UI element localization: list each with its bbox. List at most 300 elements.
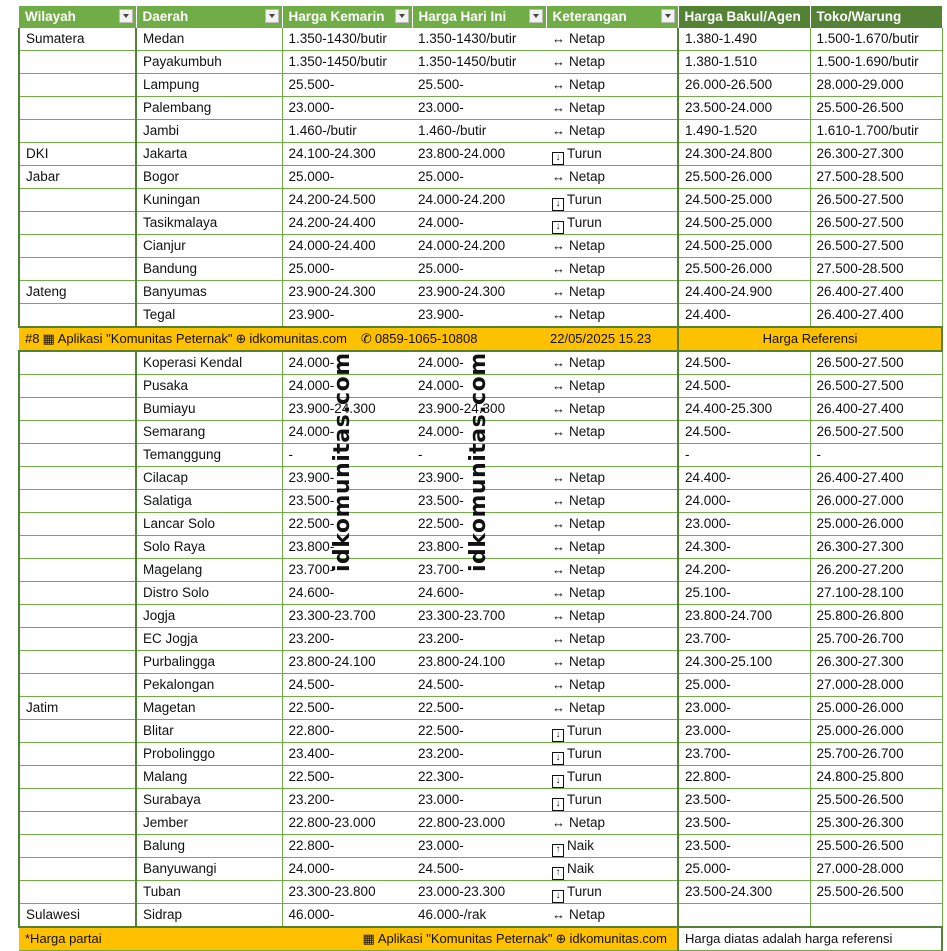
filter-dropdown-icon[interactable]	[661, 9, 675, 23]
footer-note-right: Harga diatas adalah harga referensi	[678, 927, 942, 951]
harga-bakul-cell: 24.000-	[678, 490, 810, 513]
harga-bakul-cell: 23.000-	[678, 513, 810, 536]
left-right-arrow-icon: ↔	[552, 378, 565, 393]
toko-warung-cell: 25.500-26.500	[810, 835, 942, 858]
harga-hari-ini-cell: 24.600-	[412, 582, 546, 605]
filter-dropdown-icon[interactable]	[529, 9, 543, 23]
table-row	[19, 858, 942, 881]
harga-hari-ini-cell: 46.000-/rak	[412, 904, 546, 928]
harga-hari-ini-cell: 23.500-	[412, 490, 546, 513]
wilayah-cell	[19, 258, 136, 281]
wilayah-cell: Jateng	[19, 281, 136, 304]
harga-kemarin-cell: 23.900-	[282, 304, 412, 328]
daerah-cell: Jambi	[136, 120, 282, 143]
status-cell	[546, 582, 678, 605]
daerah-cell: Bogor	[136, 166, 282, 189]
down-arrow-icon: ↓	[552, 221, 564, 234]
daerah-cell: Bandung	[136, 258, 282, 281]
header-wilayah[interactable]: Wilayah	[19, 6, 136, 28]
banner-datetime: 22/05/2025 15.23	[546, 327, 678, 351]
table-row	[19, 605, 942, 628]
table-row	[19, 789, 942, 812]
table-row	[19, 881, 942, 904]
down-arrow-icon: ↓	[552, 198, 564, 211]
status-label: Netap	[569, 562, 606, 577]
harga-hari-ini-cell: 22.500-	[412, 513, 546, 536]
daerah-cell: Banyuwangi	[136, 858, 282, 881]
harga-bakul-cell: 23.500-	[678, 835, 810, 858]
status-label: Netap	[569, 284, 606, 299]
header-toko-warung: Toko/Warung	[810, 6, 942, 28]
harga-kemarin-cell: 24.100-24.300	[282, 143, 412, 166]
toko-warung-cell: 25.500-26.500	[810, 881, 942, 904]
left-right-arrow-icon: ↔	[552, 700, 565, 715]
toko-warung-cell: 27.500-28.500	[810, 258, 942, 281]
wilayah-cell	[19, 858, 136, 881]
harga-hari-ini-cell: 23.900-	[412, 467, 546, 490]
filter-dropdown-icon[interactable]	[265, 9, 279, 23]
daerah-cell: Magelang	[136, 559, 282, 582]
harga-bakul-cell: 24.400-24.900	[678, 281, 810, 304]
status-cell	[546, 766, 678, 789]
wilayah-cell	[19, 582, 136, 605]
daerah-cell: Kuningan	[136, 189, 282, 212]
header-harga-bakul: Harga Bakul/Agen	[678, 6, 810, 28]
status-cell	[546, 212, 678, 235]
toko-warung-cell: 24.800-25.800	[810, 766, 942, 789]
harga-bakul-cell: 24.500-	[678, 375, 810, 398]
harga-hari-ini-cell: 23.900-24.300	[412, 398, 546, 421]
status-label: Netap	[569, 238, 606, 253]
toko-warung-cell: 25.500-26.500	[810, 789, 942, 812]
harga-kemarin-cell: 22.500-	[282, 766, 412, 789]
status-cell	[546, 351, 678, 375]
header-harga-hari-ini[interactable]: Harga Hari Ini	[412, 6, 546, 28]
table-row	[19, 189, 942, 212]
daerah-cell: Tegal	[136, 304, 282, 328]
status-label: Netap	[569, 815, 606, 830]
status-label: Netap	[569, 700, 606, 715]
wilayah-cell	[19, 628, 136, 651]
daerah-cell: Temanggung	[136, 444, 282, 467]
daerah-cell: Semarang	[136, 421, 282, 444]
toko-warung-cell	[810, 904, 942, 928]
table-row	[19, 697, 942, 720]
harga-hari-ini-cell: 24.000-	[412, 212, 546, 235]
toko-warung-cell: 26.400-27.400	[810, 304, 942, 328]
harga-bakul-cell: 1.490-1.520	[678, 120, 810, 143]
status-cell	[546, 28, 678, 51]
status-cell	[546, 51, 678, 74]
toko-warung-cell: 26.500-27.500	[810, 212, 942, 235]
wilayah-cell	[19, 743, 136, 766]
harga-hari-ini-cell: 23.800-	[412, 536, 546, 559]
status-label: Netap	[569, 169, 606, 184]
filter-dropdown-icon[interactable]	[119, 9, 133, 23]
wilayah-cell	[19, 605, 136, 628]
harga-hari-ini-cell: 23.900-24.300	[412, 281, 546, 304]
calculator-icon: ▦	[42, 331, 55, 346]
calculator-icon: ▦	[362, 931, 375, 946]
status-cell	[546, 444, 678, 467]
table-row	[19, 720, 942, 743]
left-right-arrow-icon: ↔	[552, 238, 565, 253]
daerah-cell: EC Jogja	[136, 628, 282, 651]
status-cell	[546, 281, 678, 304]
harga-bakul-cell: 23.500-	[678, 789, 810, 812]
harga-bakul-cell: 24.300-25.100	[678, 651, 810, 674]
wilayah-cell	[19, 212, 136, 235]
down-arrow-icon: ↓	[552, 775, 564, 788]
status-cell	[546, 143, 678, 166]
header-daerah[interactable]: Daerah	[136, 6, 282, 28]
harga-bakul-cell: 1.380-1.510	[678, 51, 810, 74]
daerah-cell: Surabaya	[136, 789, 282, 812]
daerah-cell: Cianjur	[136, 235, 282, 258]
left-right-arrow-icon: ↔	[552, 677, 565, 692]
header-row	[19, 6, 942, 28]
harga-kemarin-cell: 23.900-24.300	[282, 281, 412, 304]
harga-hari-ini-cell: 23.300-23.700	[412, 605, 546, 628]
wilayah-cell	[19, 120, 136, 143]
status-label: Netap	[569, 585, 606, 600]
daerah-cell: Banyumas	[136, 281, 282, 304]
harga-bakul-cell: -	[678, 444, 810, 467]
status-label: Netap	[569, 355, 606, 370]
status-label: Netap	[569, 261, 606, 276]
daerah-cell: Palembang	[136, 97, 282, 120]
harga-hari-ini-cell: 23.800-24.100	[412, 651, 546, 674]
wilayah-cell	[19, 74, 136, 97]
daerah-cell: Salatiga	[136, 490, 282, 513]
harga-hari-ini-cell: 23.000-	[412, 97, 546, 120]
wilayah-cell	[19, 789, 136, 812]
table-row	[19, 628, 942, 651]
harga-kemarin-cell: 22.800-	[282, 720, 412, 743]
status-cell	[546, 789, 678, 812]
status-cell	[546, 375, 678, 398]
harga-bakul-cell: 23.000-	[678, 697, 810, 720]
harga-bakul-cell: 24.500-	[678, 421, 810, 444]
status-label: Turun	[567, 145, 602, 161]
harga-kemarin-cell: 46.000-	[282, 904, 412, 928]
left-right-arrow-icon: ↔	[552, 562, 565, 577]
toko-warung-cell: 27.100-28.100	[810, 582, 942, 605]
harga-hari-ini-cell: 22.500-	[412, 720, 546, 743]
table-row	[19, 97, 942, 120]
wilayah-cell: Jatim	[19, 697, 136, 720]
harga-hari-ini-cell: 23.000-23.300	[412, 881, 546, 904]
down-arrow-icon: ↓	[552, 798, 564, 811]
left-right-arrow-icon: ↔	[552, 261, 565, 276]
harga-kemarin-cell: 22.500-	[282, 697, 412, 720]
wilayah-cell	[19, 351, 136, 375]
left-right-arrow-icon: ↔	[552, 516, 565, 531]
harga-kemarin-cell: 1.460-/butir	[282, 120, 412, 143]
wilayah-cell: Jabar	[19, 166, 136, 189]
left-right-arrow-icon: ↔	[552, 77, 565, 92]
status-label: Netap	[569, 77, 606, 92]
status-cell	[546, 743, 678, 766]
harga-kemarin-cell: 22.500-	[282, 513, 412, 536]
harga-kemarin-cell: 23.200-	[282, 628, 412, 651]
daerah-cell: Blitar	[136, 720, 282, 743]
watermark-text: idkomunitas.com	[330, 352, 355, 572]
harga-bakul-cell: 23.500-24.000	[678, 97, 810, 120]
wilayah-cell: Sumatera	[19, 28, 136, 51]
harga-bakul-cell: 26.000-26.500	[678, 74, 810, 97]
status-cell	[546, 858, 678, 881]
daerah-cell: Bumiayu	[136, 398, 282, 421]
daerah-cell: Pekalongan	[136, 674, 282, 697]
table-row	[19, 235, 942, 258]
toko-warung-cell: 25.500-26.500	[810, 97, 942, 120]
harga-kemarin-cell: 22.800-23.000	[282, 812, 412, 835]
wilayah-cell	[19, 51, 136, 74]
toko-warung-cell: 26.400-27.400	[810, 467, 942, 490]
down-arrow-icon: ↓	[552, 890, 564, 903]
harga-bakul-cell: 25.500-26.000	[678, 258, 810, 281]
status-cell	[546, 559, 678, 582]
harga-kemarin-cell: 25.500-	[282, 74, 412, 97]
toko-warung-cell: 26.200-27.200	[810, 559, 942, 582]
harga-kemarin-cell: 24.500-	[282, 674, 412, 697]
harga-hari-ini-cell: 25.000-	[412, 166, 546, 189]
toko-warung-cell: 26.300-27.300	[810, 536, 942, 559]
toko-warung-cell: 27.500-28.500	[810, 166, 942, 189]
wilayah-cell	[19, 651, 136, 674]
harga-kemarin-cell: 24.000-	[282, 351, 412, 375]
harga-bakul-cell: 23.700-	[678, 743, 810, 766]
footer-row	[19, 927, 942, 951]
status-cell	[546, 97, 678, 120]
daerah-cell: Jakarta	[136, 143, 282, 166]
toko-warung-cell: 1.500-1.690/butir	[810, 51, 942, 74]
left-right-arrow-icon: ↔	[552, 585, 565, 600]
toko-warung-cell: 25.000-26.000	[810, 720, 942, 743]
harga-kemarin-cell: 22.800-	[282, 835, 412, 858]
banner-reference-label: Harga Referensi	[678, 327, 942, 351]
status-cell	[546, 120, 678, 143]
left-right-arrow-icon: ↔	[552, 123, 565, 138]
status-cell	[546, 398, 678, 421]
wilayah-cell	[19, 559, 136, 582]
toko-warung-cell: 26.000-27.000	[810, 490, 942, 513]
status-label: Netap	[569, 54, 606, 69]
harga-hari-ini-cell: 23.800-24.000	[412, 143, 546, 166]
status-label: Netap	[569, 123, 606, 138]
harga-bakul-cell: 23.700-	[678, 628, 810, 651]
harga-kemarin-cell: 24.000-	[282, 858, 412, 881]
harga-kemarin-cell: 23.300-23.700	[282, 605, 412, 628]
left-right-arrow-icon: ↔	[552, 424, 565, 439]
header-harga-kemarin[interactable]: Harga Kemarin	[282, 6, 412, 28]
status-cell	[546, 421, 678, 444]
status-label: Netap	[569, 631, 606, 646]
harga-kemarin-cell: 23.000-	[282, 97, 412, 120]
watermark-text: idkomunitas.com	[466, 352, 491, 572]
harga-bakul-cell: 24.500-25.000	[678, 212, 810, 235]
toko-warung-cell: 26.400-27.400	[810, 281, 942, 304]
harga-hari-ini-cell: 23.200-	[412, 628, 546, 651]
status-cell	[546, 235, 678, 258]
harga-hari-ini-cell: 24.000-24.200	[412, 189, 546, 212]
toko-warung-cell: 27.000-28.000	[810, 674, 942, 697]
harga-kemarin-cell: 23.800-24.100	[282, 651, 412, 674]
status-cell	[546, 513, 678, 536]
status-cell	[546, 304, 678, 328]
up-arrow-icon: ↑	[552, 844, 564, 857]
daerah-cell: Malang	[136, 766, 282, 789]
status-cell	[546, 467, 678, 490]
harga-hari-ini-cell: 24.500-	[412, 858, 546, 881]
harga-kemarin-cell: 23.900-24.300	[282, 398, 412, 421]
table-row	[19, 835, 942, 858]
daerah-cell: Koperasi Kendal	[136, 351, 282, 375]
status-label: Netap	[569, 100, 606, 115]
status-label: Turun	[567, 722, 602, 738]
wilayah-cell	[19, 97, 136, 120]
harga-hari-ini-cell: 24.000-	[412, 421, 546, 444]
harga-bakul-cell: 24.500-25.000	[678, 235, 810, 258]
harga-kemarin-cell: 24.200-24.500	[282, 189, 412, 212]
status-label: Netap	[569, 401, 606, 416]
harga-kemarin-cell: 23.300-23.800	[282, 881, 412, 904]
status-label: Netap	[569, 31, 606, 46]
table-row	[19, 812, 942, 835]
toko-warung-cell: 26.300-27.300	[810, 651, 942, 674]
left-right-arrow-icon: ↔	[552, 493, 565, 508]
left-right-arrow-icon: ↔	[552, 355, 565, 370]
harga-bakul-cell: 24.400-	[678, 467, 810, 490]
down-arrow-icon: ↓	[552, 729, 564, 742]
status-label: Netap	[569, 608, 606, 623]
left-right-arrow-icon: ↔	[552, 907, 565, 922]
down-arrow-icon: ↓	[552, 152, 564, 165]
table-row	[19, 143, 942, 166]
table-row	[19, 120, 942, 143]
status-cell	[546, 651, 678, 674]
status-cell	[546, 904, 678, 928]
wilayah-cell	[19, 812, 136, 835]
harga-bakul-cell: 23.000-	[678, 720, 810, 743]
harga-kemarin-cell: 1.350-1430/butir	[282, 28, 412, 51]
wilayah-cell	[19, 766, 136, 789]
status-label: Netap	[569, 378, 606, 393]
toko-warung-cell: 26.500-27.500	[810, 421, 942, 444]
toko-warung-cell: 1.500-1.670/butir	[810, 28, 942, 51]
harga-bakul-cell: 24.400-25.300	[678, 398, 810, 421]
harga-bakul-cell: 24.300-24.800	[678, 143, 810, 166]
harga-hari-ini-cell: 24.000-24.200	[412, 235, 546, 258]
wilayah-cell	[19, 490, 136, 513]
status-cell	[546, 74, 678, 97]
daerah-cell: Balung	[136, 835, 282, 858]
wilayah-cell	[19, 398, 136, 421]
daerah-cell: Cilacap	[136, 467, 282, 490]
status-label: Turun	[567, 191, 602, 207]
phone-icon: ✆	[360, 331, 372, 346]
status-label: Naik	[567, 837, 595, 853]
down-arrow-icon: ↓	[552, 752, 564, 765]
footer-section	[19, 927, 942, 951]
daerah-cell: Distro Solo	[136, 582, 282, 605]
header-keterangan[interactable]: Keterangan	[546, 6, 678, 28]
table-row	[19, 674, 942, 697]
harga-hari-ini-cell: 25.500-	[412, 74, 546, 97]
status-label: Netap	[569, 307, 606, 322]
left-right-arrow-icon: ↔	[552, 307, 565, 322]
harga-hari-ini-cell: 22.800-23.000	[412, 812, 546, 835]
daerah-cell: Magetan	[136, 697, 282, 720]
daerah-cell: Probolinggo	[136, 743, 282, 766]
harga-hari-ini-cell: 22.300-	[412, 766, 546, 789]
toko-warung-cell: 26.500-27.500	[810, 235, 942, 258]
status-label: Netap	[569, 470, 606, 485]
table-row	[19, 166, 942, 189]
harga-kemarin-cell: -	[282, 444, 412, 467]
harga-kemarin-cell: 24.000-	[282, 375, 412, 398]
banner-section	[19, 327, 942, 351]
status-label: Turun	[567, 791, 602, 807]
status-cell	[546, 835, 678, 858]
toko-warung-cell: 26.300-27.300	[810, 143, 942, 166]
harga-kemarin-cell: 23.400-	[282, 743, 412, 766]
table-row	[19, 28, 942, 51]
toko-warung-cell: 25.700-26.700	[810, 743, 942, 766]
toko-warung-cell: 26.500-27.500	[810, 189, 942, 212]
wilayah-cell	[19, 467, 136, 490]
harga-hari-ini-cell: 23.000-	[412, 835, 546, 858]
globe-icon: ⊕	[235, 331, 247, 346]
harga-kemarin-cell: 25.000-	[282, 258, 412, 281]
status-label: Netap	[569, 907, 606, 922]
daerah-cell: Lampung	[136, 74, 282, 97]
left-right-arrow-icon: ↔	[552, 284, 565, 299]
harga-hari-ini-cell: 23.700-	[412, 559, 546, 582]
wilayah-cell	[19, 720, 136, 743]
harga-bakul-cell: 24.500-	[678, 351, 810, 375]
left-right-arrow-icon: ↔	[552, 401, 565, 416]
daerah-cell: Tuban	[136, 881, 282, 904]
harga-hari-ini-cell: 23.900-	[412, 304, 546, 328]
harga-bakul-cell: 23.500-24.300	[678, 881, 810, 904]
filter-dropdown-icon[interactable]	[395, 9, 409, 23]
harga-bakul-cell: 23.800-24.700	[678, 605, 810, 628]
table-row	[19, 743, 942, 766]
harga-kemarin-cell: 1.350-1450/butir	[282, 51, 412, 74]
harga-bakul-cell: 25.000-	[678, 674, 810, 697]
table-body-top	[19, 28, 942, 327]
harga-bakul-cell: 24.400-	[678, 304, 810, 328]
left-right-arrow-icon: ↔	[552, 169, 565, 184]
harga-kemarin-cell: 24.000-	[282, 421, 412, 444]
wilayah-cell	[19, 674, 136, 697]
daerah-cell: Sidrap	[136, 904, 282, 928]
wilayah-cell	[19, 444, 136, 467]
status-label: Netap	[569, 424, 606, 439]
harga-kemarin-cell: 24.000-24.400	[282, 235, 412, 258]
harga-hari-ini-cell: 22.500-	[412, 697, 546, 720]
banner-app-info: #8 ▦ Aplikasi "Komunitas Peternak" ⊕ idkomunitas.com ✆ 0859-1065-10808	[19, 327, 546, 351]
wilayah-cell	[19, 881, 136, 904]
harga-bakul-cell	[678, 904, 810, 928]
table-row	[19, 212, 942, 235]
status-label: Netap	[569, 654, 606, 669]
toko-warung-cell: 26.500-27.500	[810, 375, 942, 398]
wilayah-cell	[19, 513, 136, 536]
status-cell	[546, 720, 678, 743]
